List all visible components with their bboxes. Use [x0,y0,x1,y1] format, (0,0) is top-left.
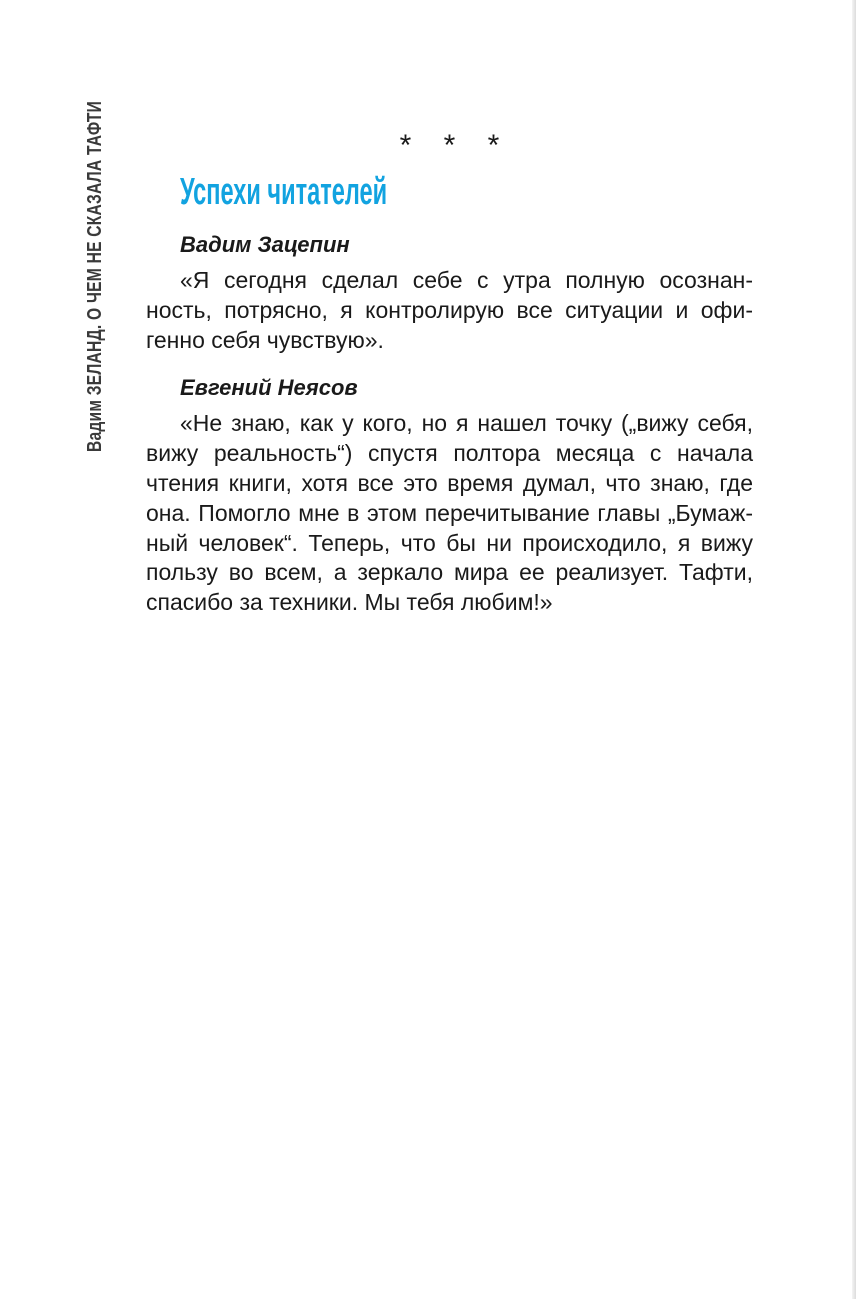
section-separator: * * * [399,129,512,162]
testimonial-quote: «Не знаю, как у кого, но я нашел точку („вижу себя, вижу реальность“) спустя полтора месяца с начала чтения книги, хотя все это время думал, что знаю, где она. Помогло мне в этом перечитывание главы „Бумажный человек“. Теперь, что бы ни происходило, я вижу пользу во всем, а зеркало мира ее реализует. Тафти, спасибо за техники. Мы тебя любим!» [146,410,753,616]
testimonial-author: Евгений Неясов [180,375,358,401]
testimonial-entry [146,230,753,355]
testimonial-entry [146,373,753,618]
page-edge [852,0,856,1299]
page-content [146,128,753,636]
section-title [180,168,753,216]
testimonial-author: Вадим Зацепин [180,232,350,257]
running-head [78,96,112,452]
testimonial-quote: «Я сегодня сделал себе с утра полную осознанность, потрясно, я контролирую все ситуации и офигенно себя чувствую». [146,267,753,353]
section-title-text: Успехи читателей [180,171,388,213]
running-head-text: Вадим ЗЕЛАНД. О ЧЕМ НЕ СКАЗАЛА ТАФТИ [84,100,106,452]
